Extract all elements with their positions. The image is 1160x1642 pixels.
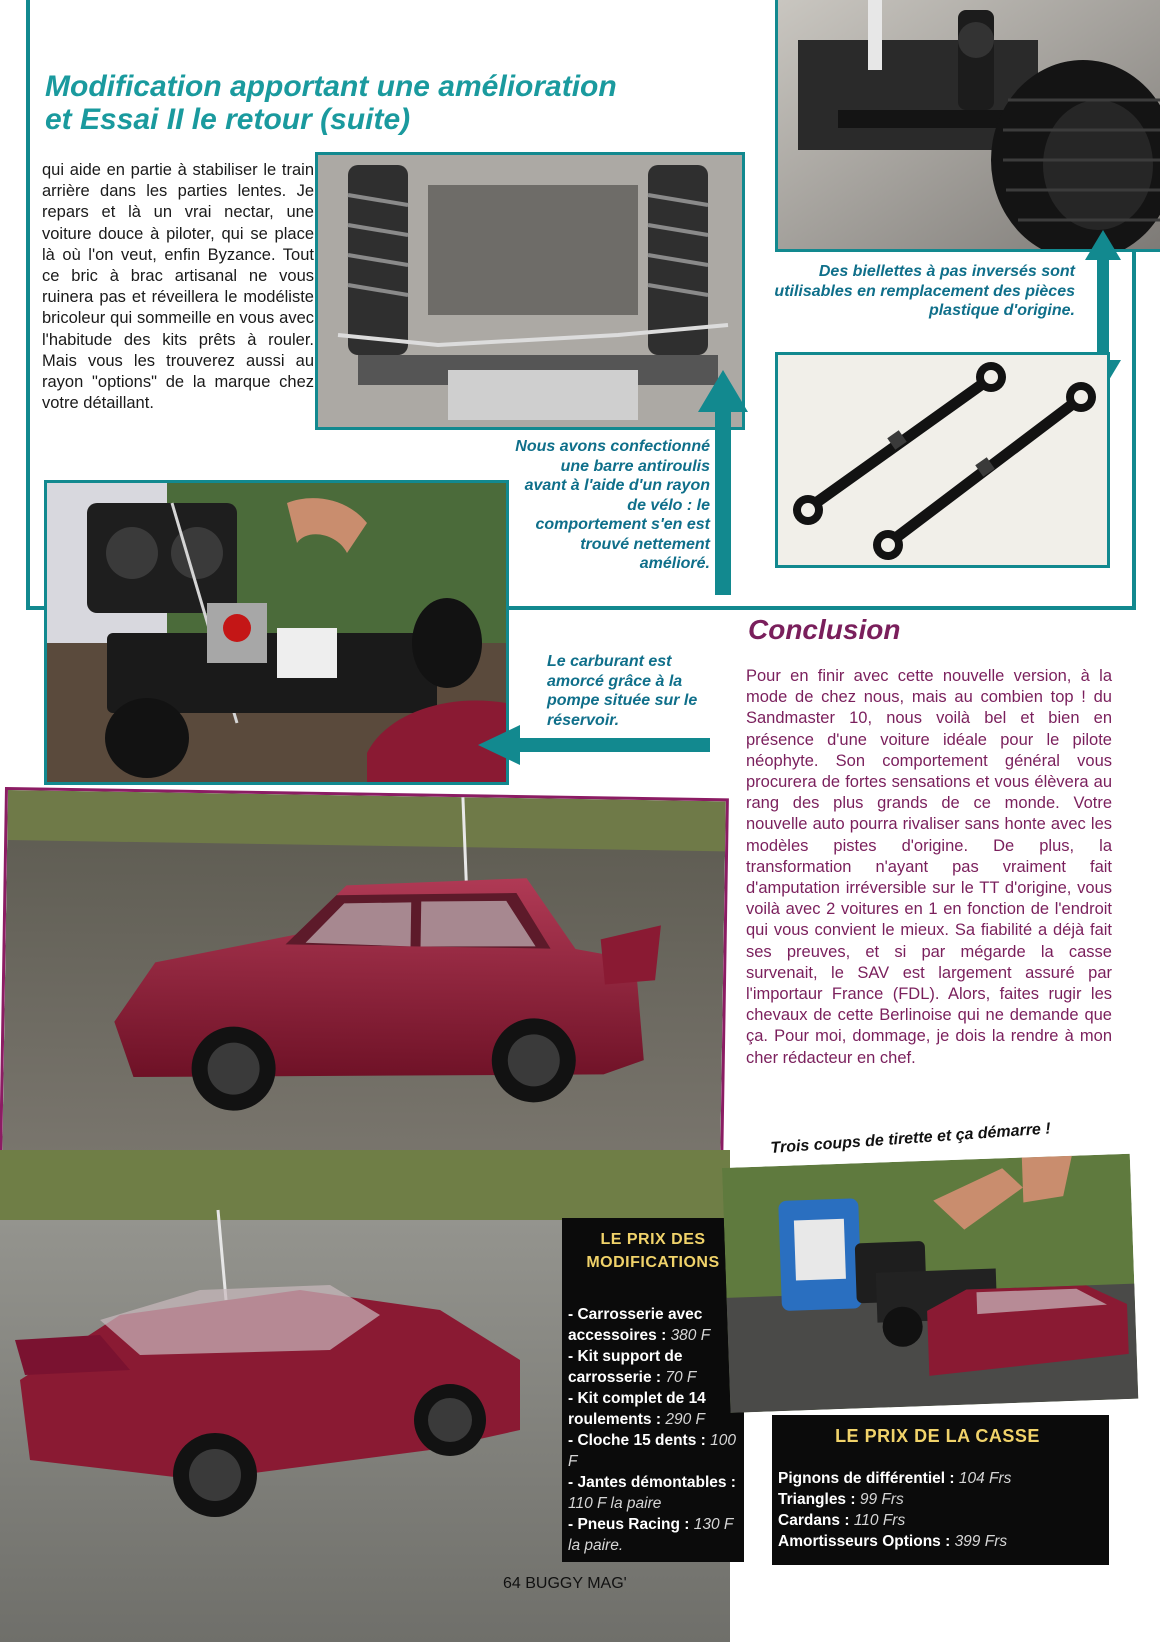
list-item: - Carrosserie avec accessoires : 380 F (568, 1306, 711, 1344)
photo-wheel-suspension (775, 0, 1160, 252)
photo-fuel-pump (44, 480, 509, 785)
list-item: - Kit support de carrosserie : 70 F (568, 1348, 697, 1386)
car-side-illustration (2, 790, 726, 1200)
caption-tirette: Trois coups de tirette et ça démarre ! (770, 1120, 1052, 1157)
list-item: Cardans : 110 Frs (778, 1512, 906, 1529)
list-item: - Pneus Racing : 130 F la paire. (568, 1516, 734, 1554)
modifications-title-line-1: LE PRIX DES (600, 1231, 706, 1248)
starting-illustration (722, 1154, 1138, 1413)
caption-antiroulis: Nous avons confectionné une barre antiroulis avant à l'aide d'un rayon de vélo : le comportement s'en est trouvé nettement amélioré. (515, 438, 710, 572)
page-folio: 64 BUGGY MAG' (503, 1575, 627, 1592)
price-box-casse (772, 1415, 1109, 1565)
teal-frame-right (1132, 250, 1136, 610)
modifications-title (568, 1228, 738, 1274)
photo-starting (722, 1154, 1138, 1413)
rear-shocks-illustration (318, 155, 742, 427)
arrow-up-icon (698, 370, 748, 595)
casse-title: LE PRIX DE LA CASSE (835, 1426, 1040, 1446)
modifications-list (568, 1304, 738, 1556)
article-heading (45, 70, 765, 136)
list-item: - Kit complet de 14 roulements : 290 F (568, 1390, 706, 1428)
photo-car-side (0, 787, 729, 1203)
photo-biellettes (775, 352, 1110, 568)
arrow-left-icon (478, 725, 710, 765)
conclusion-title: Conclusion (748, 614, 901, 645)
fuel-pump-illustration (47, 483, 506, 782)
biellettes-illustration (778, 355, 1107, 565)
conclusion-text: Pour en finir avec cette nouvelle version, à la mode de chez nous, mais au combien top ! du Sandmaster 10, nous voilà bel et bien en présence d'une voiture idéale pour le pilote néophyte. Son comportement général vous procurera de fortes sensations et vous élèvera au rang des plus grands de ce monde. Votre nouvelle auto pourra rivaliser sans honte avec les modèles pistes d'origine. De plus, la transformation n'ayant pas vraiment fait d'amputation irréversible sur le TT d'origine, vous voilà avec 2 voitures en 1 en fonction de l'endroit qui vous convient le mieux. Sa fiabilité a déjà fait ses preuves, et si par mégarde la casse survenait, le SAV est largement assuré par l'importaur France (FDL). Alors, faites rugir les chevaux de cette Berlinoise qui ne demande que ça. Pour moi, dommage, je dois la rendre à mon cher rédacteur en chef. (746, 667, 1112, 1067)
article-intro-text: qui aide en partie à stabiliser le train arrière dans les parties lentes. Je repars et là un vrai nectar, une voiture douce à piloter, qui se place là où l'on veut, enfin Byzance. Tout ce bric à brac artisanal ne vous ruinera pas et réveillera le modéliste bricoleur qui sommeille en vous avec l'habitude des kits prêts à rouler. Mais vous les trouverez aussi au rayon "options" de la marque chez votre détaillant. (42, 161, 314, 413)
list-item: Pignons de différentiel : 104 Frs (778, 1470, 1012, 1487)
caption-biellettes: Des biellettes à pas inversés sont utilisables en remplacement des pièces plastique d'origine. (774, 263, 1075, 319)
wheel-suspension-illustration (778, 0, 1160, 252)
heading-line-1: Modification apportant une amélioration (45, 70, 617, 103)
list-item: Amortisseurs Options : 399 Frs (778, 1533, 1008, 1550)
teal-frame-left (26, 0, 30, 610)
price-box-modifications (562, 1218, 744, 1562)
heading-line-2: et Essai II le retour (suite) (45, 103, 411, 136)
list-item: Triangles : 99 Frs (778, 1491, 904, 1508)
list-item: - Cloche 15 dents : 100 F (568, 1432, 736, 1470)
caption-carburant: Le carburant est amorcé grâce à la pompe située sur le réservoir. (547, 653, 698, 729)
casse-list (778, 1468, 1097, 1552)
photo-rear-shocks (315, 152, 745, 430)
list-item: - Jantes démontables : 110 F la paire (568, 1474, 736, 1512)
modifications-title-line-2: MODIFICATIONS (586, 1254, 720, 1271)
